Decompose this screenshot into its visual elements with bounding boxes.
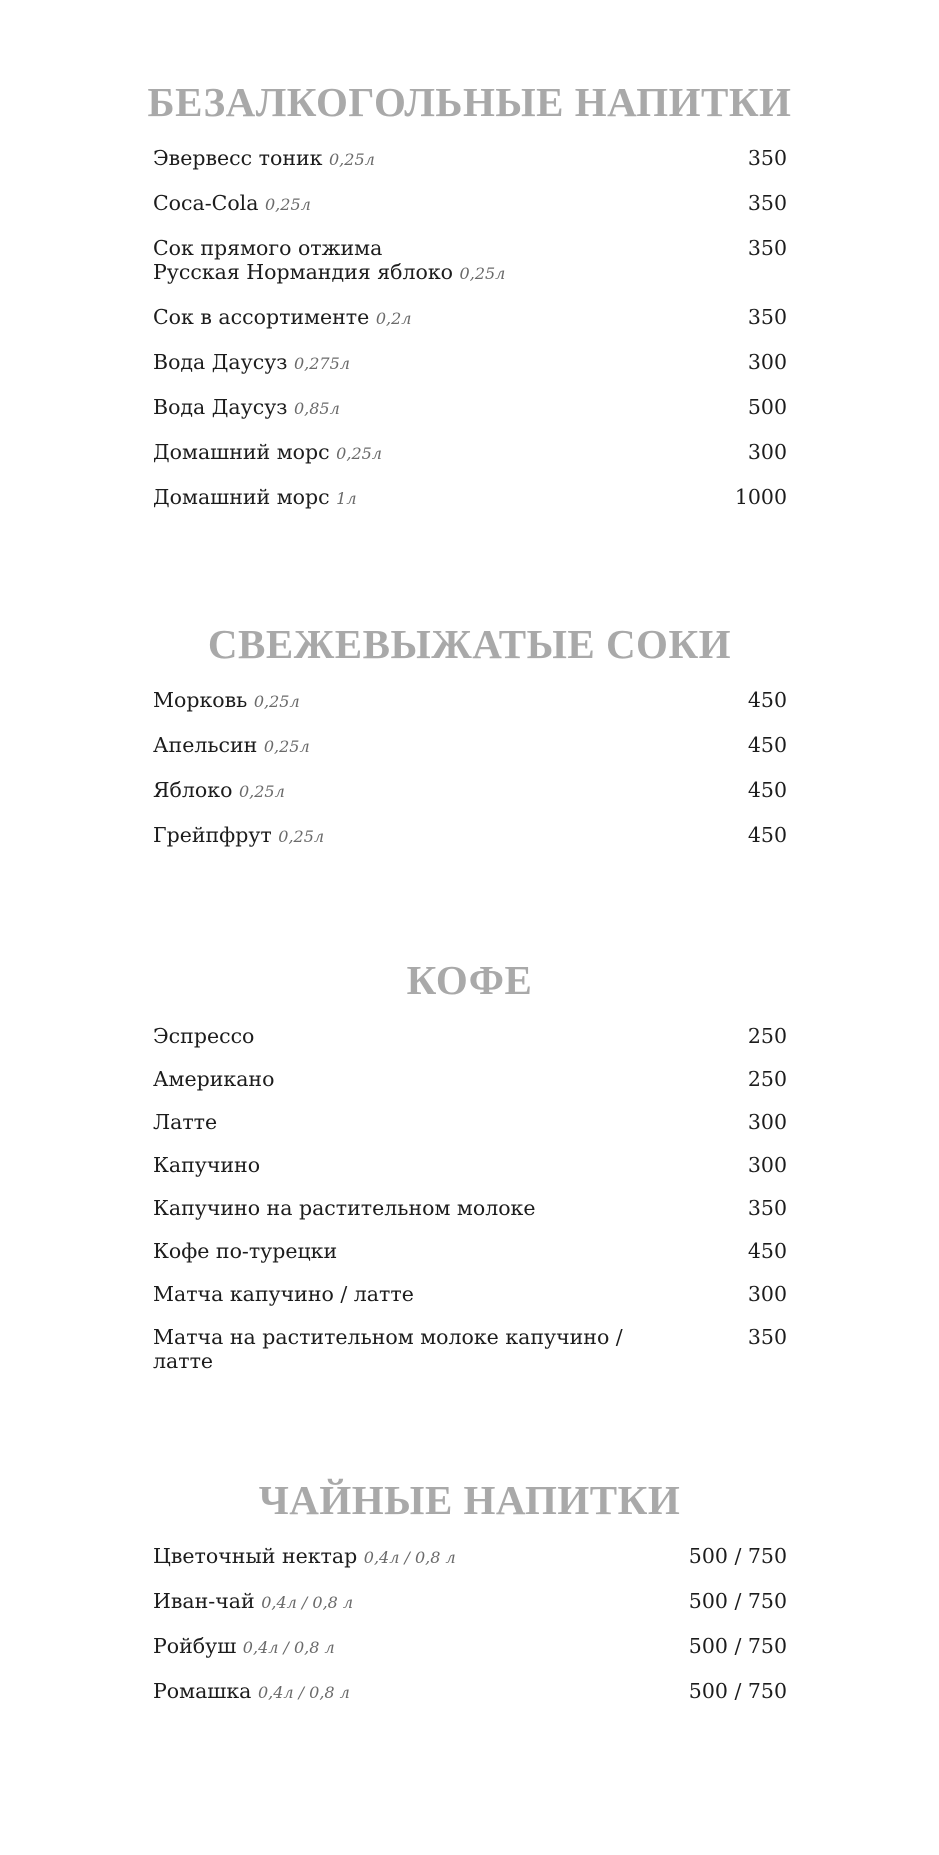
menu-item bbox=[153, 1110, 787, 1134]
item-price: 500 / 750 bbox=[688, 1544, 787, 1568]
item-name: Капучино bbox=[153, 1153, 261, 1177]
item-volume: 0,85л bbox=[293, 399, 340, 418]
menu-item bbox=[153, 1544, 787, 1570]
item-name: Вода Даусуз bbox=[153, 395, 288, 419]
item-price: 300 bbox=[747, 1153, 787, 1177]
menu-item bbox=[153, 146, 787, 172]
item-price: 500 / 750 bbox=[688, 1679, 787, 1703]
menu-list bbox=[0, 1024, 939, 1373]
menu-list bbox=[0, 1544, 939, 1705]
item-name: Капучино на растительном молоке bbox=[153, 1196, 536, 1220]
menu-item bbox=[153, 688, 787, 714]
item-name: Иван-чай bbox=[153, 1589, 255, 1613]
menu-item bbox=[153, 1634, 787, 1660]
item-price: 450 bbox=[747, 823, 787, 847]
section-title: СВЕЖЕВЫЖАТЫЕ СОКИ bbox=[207, 621, 732, 667]
menu-item bbox=[153, 1239, 787, 1263]
item-volume: 0,25л bbox=[253, 692, 300, 711]
menu-item bbox=[153, 1153, 787, 1177]
item-volume: 0,2л bbox=[375, 309, 412, 328]
section-soft-drinks bbox=[0, 78, 939, 530]
item-name: Цветочный нектар bbox=[153, 1544, 358, 1568]
item-volume: 0,25л bbox=[265, 195, 311, 214]
item-price: 450 bbox=[747, 733, 787, 757]
item-name: Матча капучино / латте bbox=[153, 1282, 414, 1306]
item-price: 450 bbox=[747, 1239, 787, 1263]
menu-item bbox=[153, 1196, 787, 1220]
menu-item bbox=[153, 350, 787, 376]
item-volume: 0,25л bbox=[238, 782, 285, 801]
item-name: Вода Даусуз bbox=[153, 350, 288, 374]
menu-item bbox=[153, 395, 787, 421]
item-price: 350 bbox=[747, 1325, 787, 1349]
item-name-wrap bbox=[153, 778, 787, 804]
item-name: Матча на растительном молоке капучино / латте bbox=[153, 1325, 623, 1373]
item-volume: 0,4л / 0,8 л bbox=[257, 1683, 350, 1702]
item-name: Американо bbox=[153, 1067, 275, 1091]
item-name-wrap bbox=[153, 191, 787, 217]
item-name: Сок в ассортименте bbox=[153, 305, 370, 329]
item-name-wrap bbox=[153, 688, 787, 714]
item-price: 300 bbox=[747, 440, 787, 464]
item-name-wrap bbox=[153, 305, 787, 331]
item-volume: 0,4л / 0,8 л bbox=[261, 1593, 354, 1612]
menu-item bbox=[153, 440, 787, 466]
item-volume: 0,25л bbox=[329, 150, 375, 169]
item-name-wrap bbox=[153, 146, 787, 172]
menu-item bbox=[153, 1067, 787, 1091]
section-fresh-juices bbox=[0, 620, 939, 868]
item-name: Домашний морс bbox=[153, 440, 330, 464]
item-price: 450 bbox=[747, 688, 787, 712]
menu-item bbox=[153, 733, 787, 759]
section-title: БЕЗАЛКОГОЛЬНЫЕ НАПИТКИ bbox=[147, 79, 792, 125]
item-volume: 0,25л bbox=[336, 444, 382, 463]
item-price: 350 bbox=[747, 146, 787, 170]
item-price: 250 bbox=[747, 1067, 787, 1091]
section-title: КОФЕ bbox=[406, 957, 533, 1003]
item-price: 350 bbox=[747, 236, 787, 260]
item-volume: 0,25л bbox=[278, 827, 325, 846]
item-name: Ромашка bbox=[153, 1679, 252, 1703]
item-name: Эспрессо bbox=[153, 1024, 255, 1048]
item-price: 300 bbox=[747, 350, 787, 374]
menu-item bbox=[153, 1325, 787, 1373]
menu-item bbox=[153, 191, 787, 217]
menu-item bbox=[153, 485, 787, 511]
item-volume: 0,275л bbox=[293, 354, 350, 373]
item-volume: 0,25л bbox=[459, 264, 506, 283]
item-price: 250 bbox=[747, 1024, 787, 1048]
item-name-wrap bbox=[153, 485, 787, 511]
item-volume: 1л bbox=[336, 489, 357, 508]
item-name: Яблоко bbox=[153, 778, 233, 802]
item-price: 300 bbox=[747, 1110, 787, 1134]
item-name-wrap bbox=[153, 395, 787, 421]
item-price: 500 bbox=[747, 395, 787, 419]
item-name-wrap bbox=[153, 350, 787, 376]
item-name: Эвервесс тоник bbox=[153, 146, 323, 170]
item-name-wrap bbox=[153, 236, 787, 286]
item-volume: 0,25л bbox=[263, 737, 310, 756]
item-name: Кофе по-турецки bbox=[153, 1239, 338, 1263]
menu-item bbox=[153, 305, 787, 331]
section-coffee bbox=[0, 956, 939, 1392]
item-price: 450 bbox=[747, 778, 787, 802]
menu-item bbox=[153, 236, 787, 286]
item-name: Ройбуш bbox=[153, 1634, 237, 1658]
item-name-line1: Сок прямого отжима bbox=[153, 236, 383, 260]
item-name: Русская Нормандия яблоко bbox=[153, 260, 454, 284]
item-name-line2 bbox=[153, 260, 627, 286]
item-name-wrap bbox=[153, 440, 787, 466]
item-price: 300 bbox=[747, 1282, 787, 1306]
item-name: Морковь bbox=[153, 688, 248, 712]
item-name-wrap bbox=[153, 733, 787, 759]
item-price: 500 / 750 bbox=[688, 1589, 787, 1613]
menu-item bbox=[153, 1679, 787, 1705]
menu-item bbox=[153, 1024, 787, 1048]
item-price: 350 bbox=[747, 191, 787, 215]
item-volume: 0,4л / 0,8 л bbox=[242, 1638, 335, 1657]
section-title: ЧАЙНЫЕ НАПИТКИ bbox=[258, 1477, 681, 1523]
menu-item bbox=[153, 1589, 787, 1615]
item-price: 500 / 750 bbox=[688, 1634, 787, 1658]
item-volume: 0,4л / 0,8 л bbox=[363, 1548, 456, 1567]
item-price: 350 bbox=[747, 1196, 787, 1220]
item-name: Домашний морс bbox=[153, 485, 330, 509]
item-name: Грейпфрут bbox=[153, 823, 272, 847]
item-price: 350 bbox=[747, 305, 787, 329]
item-name: Апельсин bbox=[153, 733, 258, 757]
item-name: Coca-Cola bbox=[153, 191, 259, 215]
item-price: 1000 bbox=[734, 485, 787, 509]
menu-list bbox=[0, 688, 939, 849]
menu-item bbox=[153, 823, 787, 849]
section-tea-drinks bbox=[0, 1476, 939, 1724]
menu-item bbox=[153, 778, 787, 804]
item-name-wrap bbox=[153, 823, 787, 849]
item-name: Латте bbox=[153, 1110, 218, 1134]
menu-item bbox=[153, 1282, 787, 1306]
menu-list bbox=[0, 146, 939, 511]
